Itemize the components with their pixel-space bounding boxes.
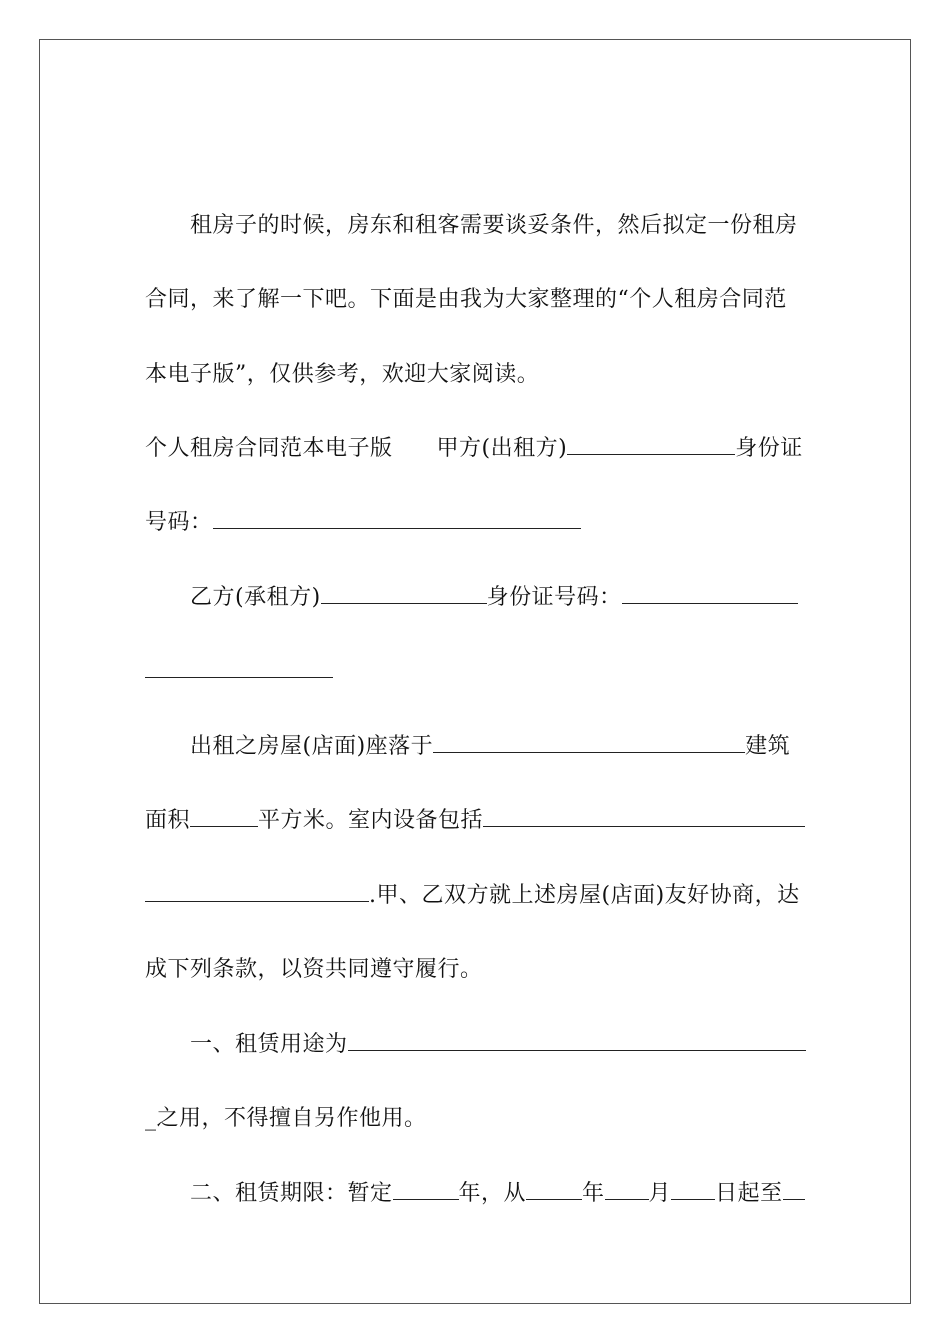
party-a-label: 甲方(出租方) bbox=[436, 436, 568, 461]
party-b-id-label: 身份证号码： bbox=[486, 585, 622, 610]
clause-2-month-label: 月 bbox=[648, 1181, 672, 1206]
party-a-id-line bbox=[145, 508, 805, 538]
premises-equipment-blank-cont bbox=[145, 881, 369, 902]
clause-2-start-year-blank bbox=[526, 1179, 582, 1200]
clause-2-years-blank bbox=[393, 1179, 459, 1200]
clause-1-label: 一、租赁用途为 bbox=[190, 1032, 348, 1057]
party-b-line bbox=[145, 583, 805, 613]
intro-line-2: 合同，来了解一下吧。下面是由我为大家整理的“个人租房合同范 bbox=[145, 287, 787, 312]
clause-1-cont-line bbox=[145, 1104, 805, 1134]
intro-line-1: 租房子的时候，房东和租客需要谈妥条件，然后拟定一份租房 bbox=[190, 213, 798, 238]
premises-agree-text: .甲、乙双方就上述房屋(店面)友好协商，达 bbox=[369, 883, 800, 908]
clause-1-cont: 之用，不得擅自另作他用。 bbox=[156, 1106, 427, 1131]
clause-2-start-day-blank bbox=[671, 1179, 715, 1200]
party-b-id-cont-line bbox=[145, 657, 805, 687]
premises-area-label-b: 面积 bbox=[145, 808, 191, 833]
clause-1-cont-prefix: _ bbox=[145, 1106, 157, 1131]
party-b-name-blank bbox=[321, 583, 487, 604]
party-b-id-blank bbox=[622, 583, 798, 604]
party-b-id-blank-cont bbox=[145, 657, 333, 678]
party-a-id-blank bbox=[213, 508, 581, 529]
clause-2-start-month-blank bbox=[605, 1179, 649, 1200]
premises-line bbox=[145, 732, 805, 762]
clause-1-line bbox=[145, 1030, 805, 1060]
contract-title: 个人租房合同范本电子版 bbox=[145, 436, 393, 461]
party-a-id-label-cont: 号码： bbox=[145, 510, 213, 535]
clause-1-purpose-blank bbox=[348, 1030, 806, 1051]
premises-equipment-blank bbox=[483, 806, 805, 827]
party-a-name-blank bbox=[567, 434, 735, 455]
title-party-a-line bbox=[145, 434, 805, 464]
clause-2-day-label: 日起至 bbox=[715, 1181, 783, 1206]
premises-address-blank bbox=[433, 732, 745, 753]
clause-2-end-blank bbox=[783, 1179, 805, 1200]
premises-area-line bbox=[145, 806, 805, 836]
clause-2-line bbox=[145, 1179, 805, 1209]
premises-area-label-a: 建筑 bbox=[745, 734, 791, 759]
clause-2-year-label: 年 bbox=[582, 1181, 605, 1206]
premises-located-label: 出租之房屋(店面)座落于 bbox=[190, 734, 434, 759]
intro-line-3: 本电子版”，仅供参考，欢迎大家阅读。 bbox=[145, 362, 540, 387]
premises-area-unit: 平方米。室内设备包括 bbox=[258, 808, 484, 833]
premises-area-blank bbox=[190, 806, 258, 827]
premises-agree-line bbox=[145, 881, 805, 911]
party-a-id-label: 身份证 bbox=[735, 436, 803, 461]
party-b-label: 乙方(承租方) bbox=[190, 585, 321, 610]
premises-agree-cont-line: 成下列条款，以资共同遵守履行。 bbox=[145, 957, 483, 982]
clause-2-label: 二、租赁期限：暂定 bbox=[190, 1181, 393, 1206]
clause-2-year-from: 年，从 bbox=[458, 1181, 527, 1206]
